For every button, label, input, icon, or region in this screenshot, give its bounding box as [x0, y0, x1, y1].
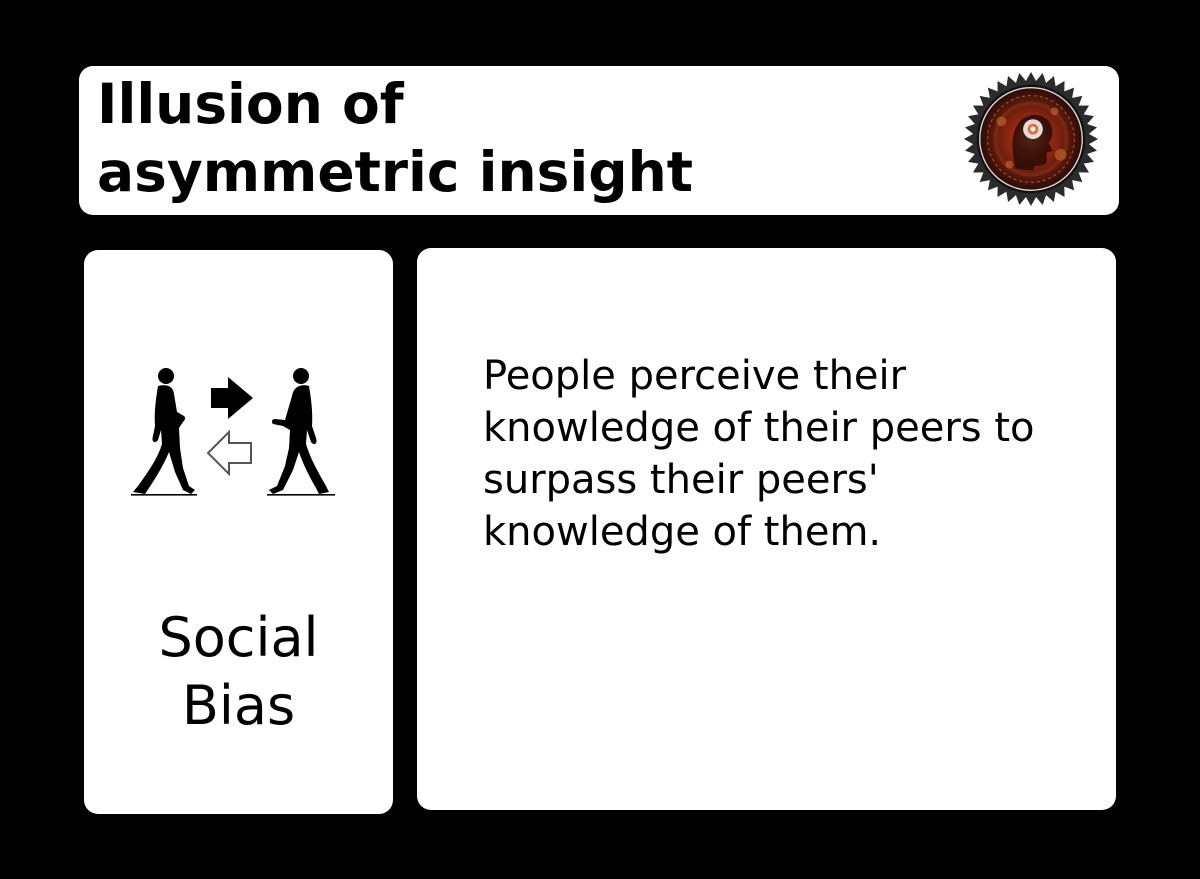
category-line-1: Social — [158, 606, 319, 669]
category-line-2: Bias — [181, 674, 296, 737]
cognitive-bias-seal-icon — [962, 70, 1100, 208]
bias-title — [97, 70, 693, 206]
description-card — [417, 248, 1116, 810]
bias-description: People perceive their knowledge of their peers to surpass their peers' knowledge of them. — [483, 353, 1035, 555]
right-person-icon — [267, 368, 335, 496]
arrow-left-icon — [208, 432, 251, 474]
bias-category — [84, 604, 393, 740]
arrow-right-icon — [211, 377, 253, 419]
title-card — [79, 66, 1119, 215]
title-line-1: Illusion of — [97, 72, 404, 136]
left-person-icon — [131, 368, 197, 496]
category-card — [84, 250, 393, 814]
title-line-2: asymmetric insight — [97, 140, 694, 204]
people-knowledge-exchange-icon — [131, 366, 343, 502]
